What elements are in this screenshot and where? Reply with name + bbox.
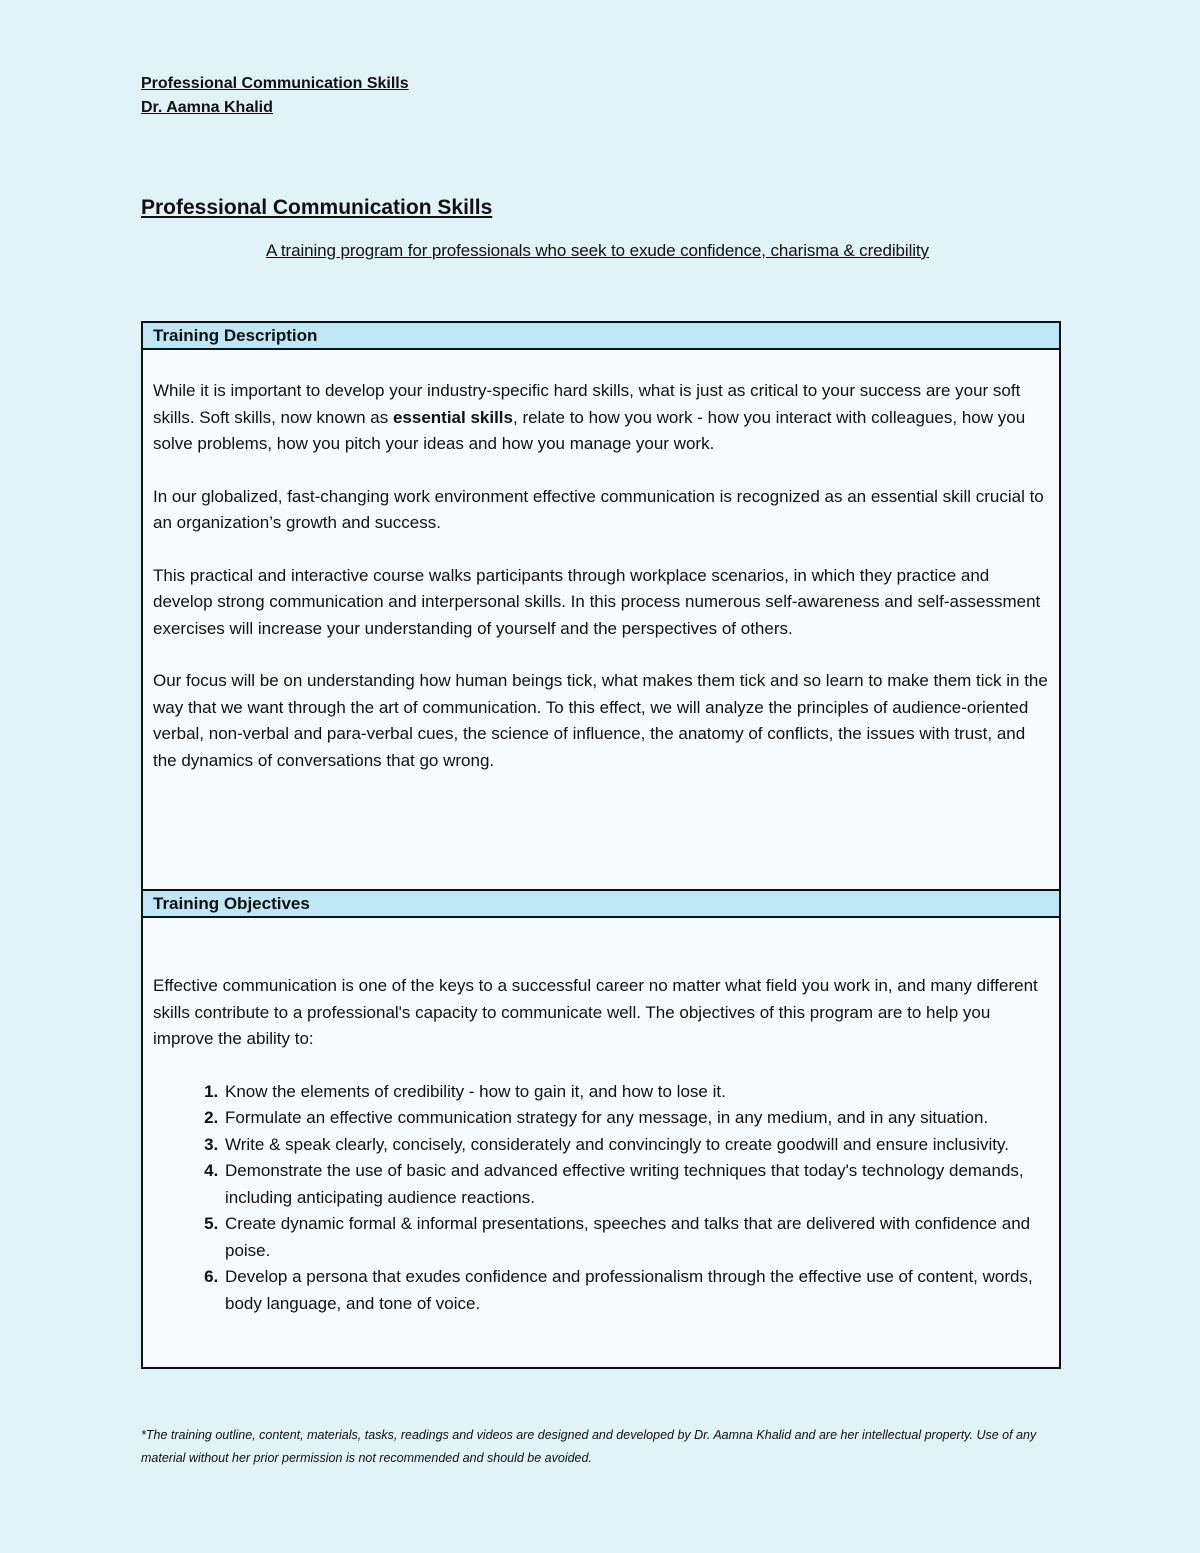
description-paragraph-2: In our globalized, fast-changing work environment effective communication is recognized as an essential skill crucial to an organization’s growth and success. xyxy=(153,486,1044,532)
training-description-body xyxy=(143,350,1059,774)
objective-item: 5. Create dynamic formal & informal presentations, speeches and talks that are delivered with confidence and poise. xyxy=(223,1211,1049,1264)
header-author: Dr. Aamna Khalid xyxy=(141,99,273,116)
objectives-intro: Effective communication is one of the keys to a successful career no matter what field you work in, and many different skills contribute to a professional's capacity to communicate well. The objectives of this program are to help you improve the ability to: xyxy=(153,976,1038,1048)
essential-skills-emphasis: essential skills xyxy=(392,407,513,427)
training-description-section xyxy=(141,321,1061,891)
document-header xyxy=(141,72,409,120)
description-paragraph-1 xyxy=(153,378,1049,458)
copyright-footnote: *The training outline, content, materials, tasks, readings and videos are designed and developed by Dr. Aamna Khalid and are her intellectual property. Use of any material without her prior permission is not recommended and should be avoided. xyxy=(141,1428,1037,1465)
page-title: Professional Communication Skills xyxy=(141,196,493,219)
description-paragraph-4: Our focus will be on understanding how human beings tick, what makes them tick and so learn to make them tick in the way that we want through the art of communication. To this effect, we will analyze the principles of audience-oriented verbal, non-verbal and para-verbal cues, the science of influence, the anatomy of conflicts, the issues with trust, and the dynamics of conversations that go wrong. xyxy=(153,671,1048,770)
training-objectives-body xyxy=(143,918,1059,1317)
description-paragraph-3: This practical and interactive course walks participants through workplace scenarios, in which they practice and develop strong communication and interpersonal skills. In this process numerous self-awareness and self-assessment exercises will increase your understanding of yourself and the perspectives of others. xyxy=(153,565,1041,638)
objectives-list xyxy=(153,1079,1049,1318)
objective-item: 6. Develop a persona that exudes confidence and professionalism through the effective use of content, words, body language, and tone of voice. xyxy=(223,1264,1049,1317)
objective-item: 3. Write & speak clearly, concisely, considerately and convincingly to create goodwill and ensure inclusivity. xyxy=(223,1132,1049,1159)
objective-item: 1. Know the elements of credibility - how to gain it, and how to lose it. xyxy=(223,1079,1049,1106)
objective-item: 4. Demonstrate the use of basic and advanced effective writing techniques that today's technology demands, including anticipating audience reactions. xyxy=(223,1158,1049,1211)
objective-item: 2. Formulate an effective communication strategy for any message, in any medium, and in any situation. xyxy=(223,1105,1049,1132)
training-description-heading: Training Description xyxy=(143,323,1059,350)
training-objectives-section xyxy=(141,889,1061,1369)
training-objectives-heading: Training Objectives xyxy=(143,891,1059,918)
description-p1-text-end: , relate to how you work - how you interact with colleagues, how you solve problems, how you pitch your ideas and how you manage your work. xyxy=(153,407,1026,453)
page-subtitle: A training program for professionals who seek to exude confidence, charisma & credibility xyxy=(266,241,929,260)
description-p1-text: While it is important to develop your industry-specific hard skills, what is just as critical to your success are your soft skills. Soft skills, now known as xyxy=(153,381,1021,427)
header-course-title: Professional Communication Skills xyxy=(141,75,409,92)
